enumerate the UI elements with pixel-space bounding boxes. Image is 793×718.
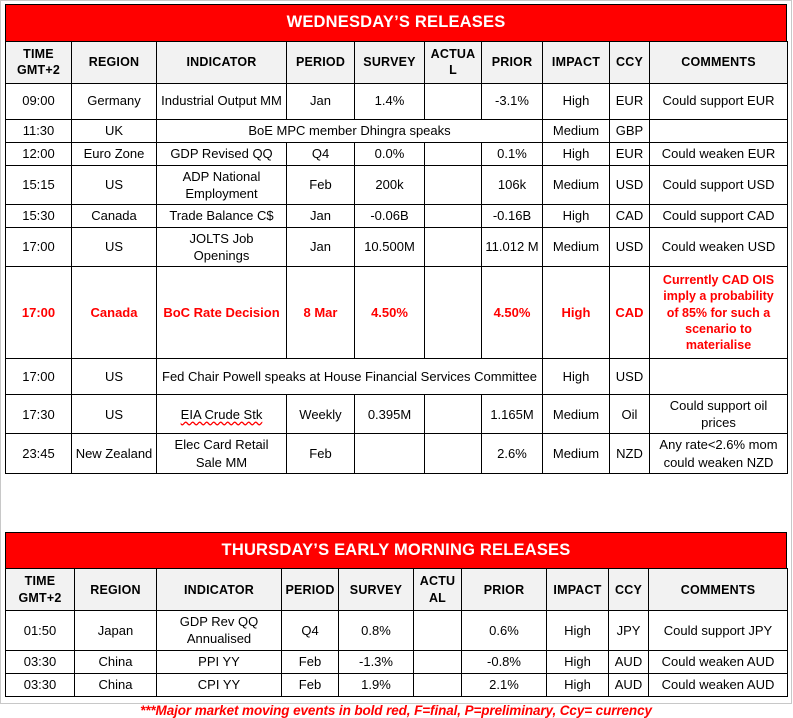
cell-indicator: PPI YY	[157, 650, 282, 673]
cell-indicator: Industrial Output MM	[157, 83, 287, 119]
cell-period: Feb	[287, 434, 355, 473]
cell-prior: 1.165M	[482, 395, 543, 434]
cell-region: UK	[72, 119, 157, 142]
table-row	[6, 227, 788, 266]
cell-survey	[355, 434, 425, 473]
cell-period: Feb	[282, 673, 339, 696]
cell-time: 11:30	[6, 119, 72, 142]
cell-indicator: Fed Chair Powell speaks at House Financial Services Committee	[157, 359, 543, 395]
cell-region: US	[72, 395, 157, 434]
table-row	[6, 204, 788, 227]
cell-impact: High	[543, 83, 610, 119]
cell-prior: 0.1%	[482, 142, 543, 165]
cell-comments: Could support USD	[650, 165, 788, 204]
cell-prior: 0.6%	[462, 611, 547, 650]
table-row	[6, 650, 788, 673]
col-header-comments: COMMENTS	[650, 41, 788, 83]
cell-actual	[425, 142, 482, 165]
col-header-ccy: CCY	[610, 41, 650, 83]
table-row	[6, 142, 788, 165]
cell-indicator: JOLTS Job Openings	[157, 227, 287, 266]
cell-ccy: EUR	[610, 83, 650, 119]
cell-indicator	[157, 395, 287, 434]
cell-time: 03:30	[6, 673, 75, 696]
cell-indicator: GDP Rev QQ Annualised	[157, 611, 282, 650]
cell-indicator: BoE MPC member Dhingra speaks	[157, 119, 543, 142]
cell-time: 03:30	[6, 650, 75, 673]
cell-period: Weekly	[287, 395, 355, 434]
cell-region: China	[75, 650, 157, 673]
cell-survey: 200k	[355, 165, 425, 204]
cell-indicator: BoC Rate Decision	[157, 267, 287, 359]
cell-comments: Could support oil prices	[650, 395, 788, 434]
col-header-impact: IMPACT	[547, 569, 609, 611]
cell-prior: -0.16B	[482, 204, 543, 227]
cell-period: Feb	[282, 650, 339, 673]
cell-comments: Could weaken AUD	[649, 650, 788, 673]
col-header-survey: SURVEY	[339, 569, 414, 611]
table-row	[6, 83, 788, 119]
table-row	[6, 359, 788, 395]
cell-time: 09:00	[6, 83, 72, 119]
cell-indicator: Trade Balance C$	[157, 204, 287, 227]
misspelled-text: EIA Crude Stk	[180, 406, 263, 422]
table-row	[6, 119, 788, 142]
cell-impact: High	[543, 204, 610, 227]
cell-region: China	[75, 673, 157, 696]
cell-period: 8 Mar	[287, 267, 355, 359]
cell-actual	[425, 165, 482, 204]
cell-actual	[425, 227, 482, 266]
col-header-time: TIME GMT+2	[6, 41, 72, 83]
thursday-releases-table	[5, 568, 788, 696]
cell-impact: Medium	[543, 395, 610, 434]
table-row	[6, 395, 788, 434]
col-header-comments: COMMENTS	[649, 569, 788, 611]
cell-region: Canada	[72, 204, 157, 227]
cell-survey: -1.3%	[339, 650, 414, 673]
cell-period: Jan	[287, 83, 355, 119]
cell-impact: High	[543, 359, 610, 395]
cell-impact: High	[547, 611, 609, 650]
cell-ccy: CAD	[610, 267, 650, 359]
cell-impact: Medium	[543, 119, 610, 142]
cell-actual	[425, 83, 482, 119]
cell-time: 01:50	[6, 611, 75, 650]
cell-comments: Currently CAD OIS imply a probability of 85% for such a scenario to materialise	[650, 267, 788, 359]
table-row-highlighted	[6, 267, 788, 359]
cell-prior: -0.8%	[462, 650, 547, 673]
cell-prior: 11.012 M	[482, 227, 543, 266]
cell-period: Feb	[287, 165, 355, 204]
cell-time: 23:45	[6, 434, 72, 473]
cell-comments: Could weaken EUR	[650, 142, 788, 165]
cell-ccy: JPY	[609, 611, 649, 650]
cell-actual	[425, 434, 482, 473]
cell-prior: 4.50%	[482, 267, 543, 359]
releases-sheet	[5, 4, 787, 718]
cell-impact: Medium	[543, 434, 610, 473]
cell-ccy: EUR	[610, 142, 650, 165]
cell-survey: 0.8%	[339, 611, 414, 650]
cell-time: 15:30	[6, 204, 72, 227]
col-header-indicator: INDICATOR	[157, 41, 287, 83]
cell-survey: 0.0%	[355, 142, 425, 165]
cell-comments	[650, 359, 788, 395]
cell-actual	[425, 204, 482, 227]
cell-actual	[414, 673, 462, 696]
cell-survey: 4.50%	[355, 267, 425, 359]
col-header-actual: ACTUAL	[414, 569, 462, 611]
cell-ccy: AUD	[609, 650, 649, 673]
cell-comments: Could weaken USD	[650, 227, 788, 266]
cell-survey: 10.500M	[355, 227, 425, 266]
cell-region: Germany	[72, 83, 157, 119]
cell-impact: High	[547, 673, 609, 696]
cell-comments	[650, 119, 788, 142]
cell-comments: Could support EUR	[650, 83, 788, 119]
cell-ccy: CAD	[610, 204, 650, 227]
cell-impact: High	[543, 267, 610, 359]
table-header-row	[6, 41, 788, 83]
col-header-actual: ACTUAL	[425, 41, 482, 83]
wednesday-title-bar: WEDNESDAY’S RELEASES	[5, 4, 787, 41]
cell-time: 17:30	[6, 395, 72, 434]
col-header-period: PERIOD	[287, 41, 355, 83]
cell-indicator: Elec Card Retail Sale MM	[157, 434, 287, 473]
cell-ccy: USD	[610, 359, 650, 395]
cell-time: 17:00	[6, 359, 72, 395]
col-header-indicator: INDICATOR	[157, 569, 282, 611]
cell-comments: Could support CAD	[650, 204, 788, 227]
cell-prior: 2.6%	[482, 434, 543, 473]
table-row	[6, 165, 788, 204]
cell-time: 15:15	[6, 165, 72, 204]
cell-ccy: GBP	[610, 119, 650, 142]
cell-survey: 1.9%	[339, 673, 414, 696]
cell-indicator: CPI YY	[157, 673, 282, 696]
table-header-row	[6, 569, 788, 611]
cell-actual	[414, 650, 462, 673]
cell-prior: 2.1%	[462, 673, 547, 696]
thursday-title-bar: THURSDAY’S EARLY MORNING RELEASES	[5, 532, 787, 569]
table-gap-spacer	[5, 474, 787, 532]
col-header-survey: SURVEY	[355, 41, 425, 83]
table-row	[6, 673, 788, 696]
col-header-time: TIME GMT+2	[6, 569, 75, 611]
cell-comments: Could weaken AUD	[649, 673, 788, 696]
cell-prior: -3.1%	[482, 83, 543, 119]
cell-time: 17:00	[6, 267, 72, 359]
col-header-impact: IMPACT	[543, 41, 610, 83]
cell-actual	[414, 611, 462, 650]
cell-impact: High	[547, 650, 609, 673]
cell-region: Euro Zone	[72, 142, 157, 165]
cell-ccy: NZD	[610, 434, 650, 473]
cell-indicator: ADP National Employment	[157, 165, 287, 204]
cell-impact: Medium	[543, 227, 610, 266]
cell-region: US	[72, 165, 157, 204]
col-header-region: REGION	[72, 41, 157, 83]
cell-indicator: GDP Revised QQ	[157, 142, 287, 165]
cell-region: Japan	[75, 611, 157, 650]
cell-ccy: Oil	[610, 395, 650, 434]
cell-period: Jan	[287, 204, 355, 227]
cell-survey: 1.4%	[355, 83, 425, 119]
cell-period: Q4	[287, 142, 355, 165]
cell-ccy: USD	[610, 227, 650, 266]
cell-region: US	[72, 227, 157, 266]
cell-actual	[425, 395, 482, 434]
col-header-ccy: CCY	[609, 569, 649, 611]
cell-ccy: AUD	[609, 673, 649, 696]
cell-time: 12:00	[6, 142, 72, 165]
cell-time: 17:00	[6, 227, 72, 266]
cell-survey: -0.06B	[355, 204, 425, 227]
col-header-prior: PRIOR	[482, 41, 543, 83]
col-header-prior: PRIOR	[462, 569, 547, 611]
cell-ccy: USD	[610, 165, 650, 204]
wednesday-releases-table	[5, 41, 788, 474]
cell-period: Jan	[287, 227, 355, 266]
cell-survey: 0.395M	[355, 395, 425, 434]
cell-impact: High	[543, 142, 610, 165]
col-header-region: REGION	[75, 569, 157, 611]
cell-impact: Medium	[543, 165, 610, 204]
col-header-period: PERIOD	[282, 569, 339, 611]
table-row	[6, 434, 788, 473]
cell-region: US	[72, 359, 157, 395]
cell-region: New Zealand	[72, 434, 157, 473]
cell-comments: Any rate<2.6% mom could weaken NZD	[650, 434, 788, 473]
cell-prior: 106k	[482, 165, 543, 204]
table-row	[6, 611, 788, 650]
cell-comments: Could support JPY	[649, 611, 788, 650]
cell-actual	[425, 267, 482, 359]
cell-region: Canada	[72, 267, 157, 359]
cell-period: Q4	[282, 611, 339, 650]
footnote-legend: ***Major market moving events in bold red, F=final, P=preliminary, Ccy= currency	[140, 702, 652, 718]
